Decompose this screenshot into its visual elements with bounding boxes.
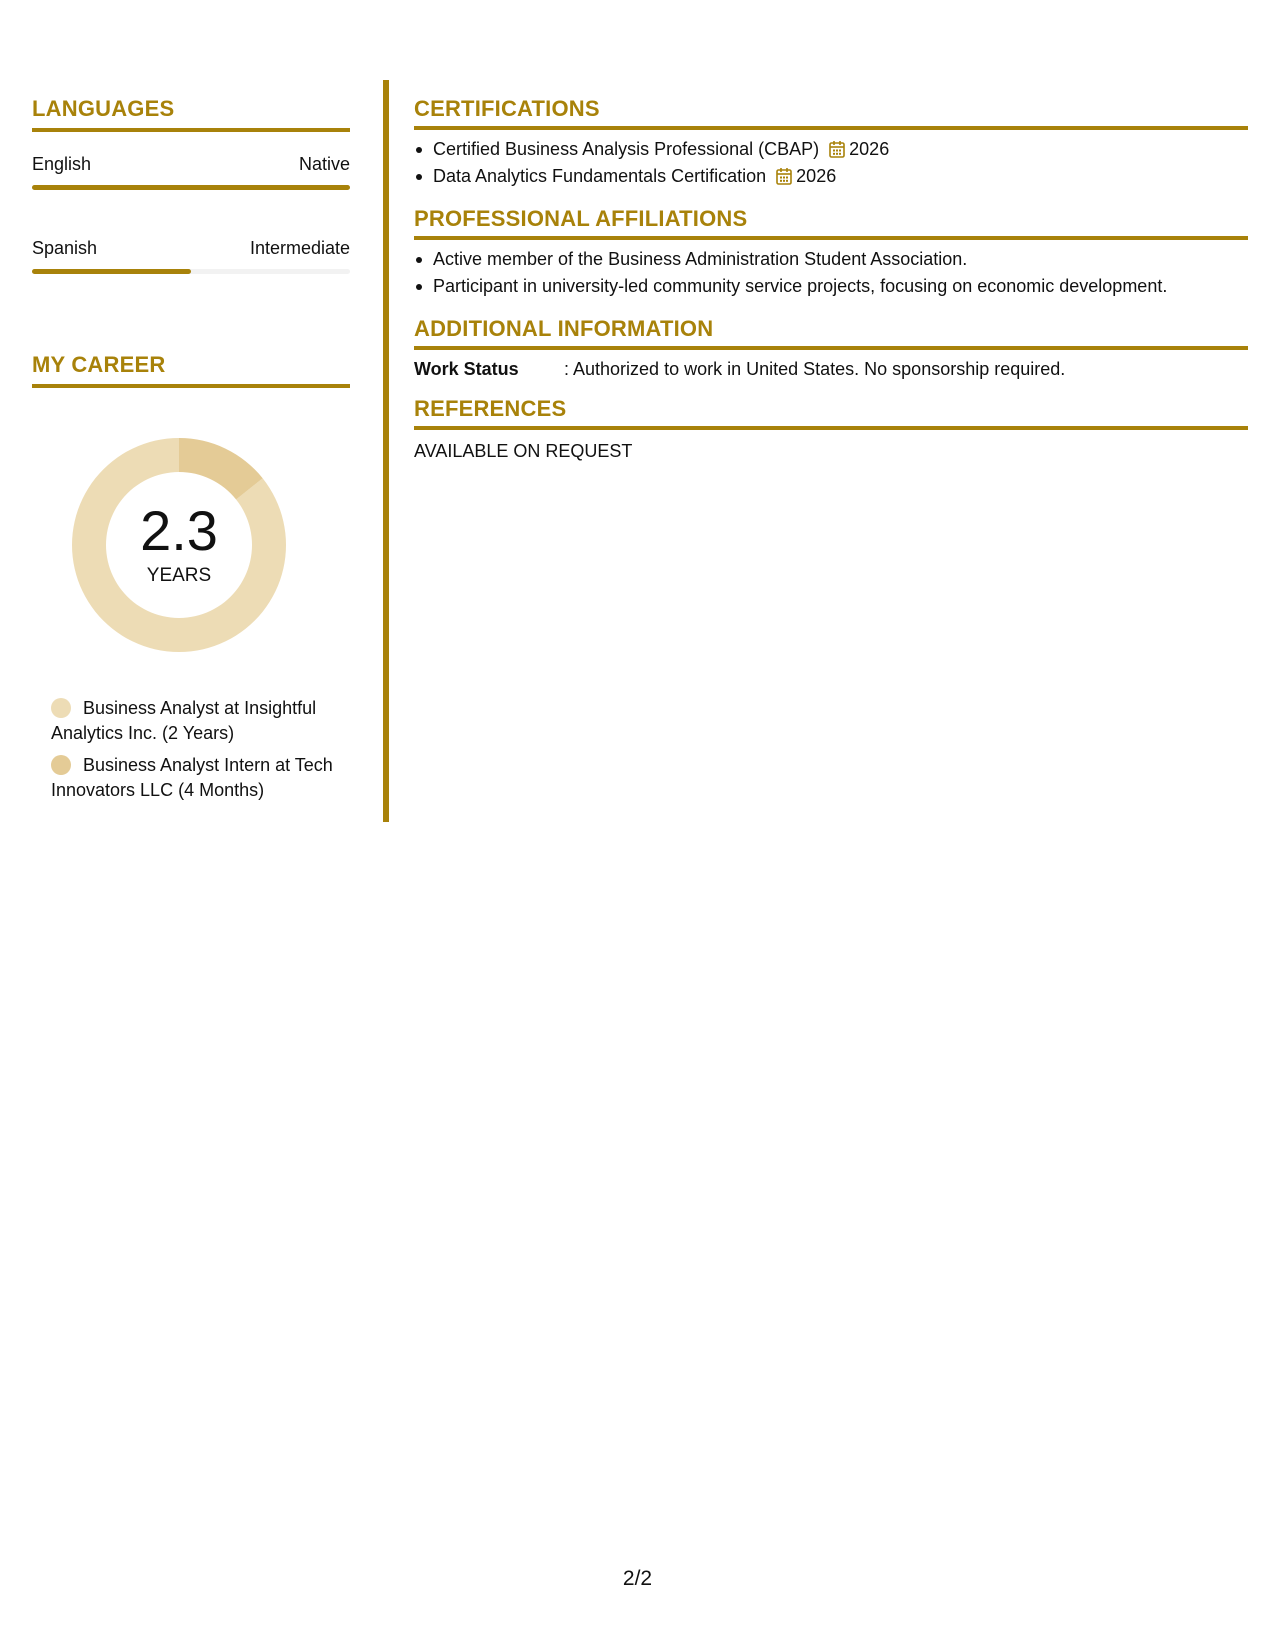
affiliation-item: Participant in university-led community service projects, focusing on economic development.: [414, 273, 1248, 300]
references-text: AVAILABLE ON REQUEST: [414, 441, 633, 461]
certification-name: Data Analytics Fundamentals Certification: [433, 166, 767, 186]
work-status-label: Work Status: [414, 359, 519, 379]
affiliation-item: Active member of the Business Administration Student Association.: [414, 246, 1248, 273]
career-donut-chart: [66, 432, 292, 658]
affiliations-list: [414, 246, 1248, 300]
languages-title: LANGUAGES: [32, 96, 350, 132]
language-name: Spanish: [32, 238, 98, 258]
affiliations-title: PROFESSIONAL AFFILIATIONS: [414, 206, 1248, 240]
language-item-english: [32, 154, 350, 190]
language-level: Native: [298, 154, 350, 174]
legend-label: Business Analyst at Insightful Analytics Inc. (2 Years): [51, 698, 317, 743]
career-donut-center: [66, 432, 292, 658]
certifications-section: [414, 96, 1248, 190]
language-proficiency-bar: [32, 185, 350, 190]
affiliations-section: [414, 206, 1248, 300]
certification-year: 2026: [796, 166, 837, 186]
work-status-row: [414, 359, 1248, 380]
references-section: [414, 396, 1248, 462]
career-total-value: 2.3: [140, 499, 218, 562]
left-column: [32, 96, 350, 810]
references-title: REFERENCES: [414, 396, 1248, 430]
work-status-value: : Authorized to work in United States. No sponsorship required.: [564, 359, 1066, 379]
career-legend: [51, 696, 350, 803]
column-divider: [383, 80, 389, 822]
career-legend-item: [51, 753, 350, 803]
language-item-spanish: [32, 238, 350, 274]
certification-item: [414, 163, 1248, 190]
certification-item: [414, 136, 1248, 163]
legend-label: Business Analyst Intern at Tech Innovators LLC (4 Months): [51, 755, 333, 800]
language-proficiency-fill: [32, 269, 191, 274]
certifications-list: [414, 136, 1248, 190]
additional-info-title: ADDITIONAL INFORMATION: [414, 316, 1248, 350]
page-number: 2/2: [622, 1567, 653, 1590]
calendar-icon: [829, 140, 845, 158]
calendar-icon: [776, 167, 792, 185]
certifications-title: CERTIFICATIONS: [414, 96, 1248, 130]
certification-year: 2026: [849, 139, 890, 159]
language-proficiency-bar: [32, 269, 350, 274]
career-legend-item: [51, 696, 350, 746]
legend-dot: [51, 755, 71, 775]
language-name: English: [32, 154, 92, 174]
language-proficiency-fill: [32, 185, 350, 190]
right-column: [414, 96, 1248, 478]
additional-info-section: [414, 316, 1248, 380]
legend-dot: [51, 698, 71, 718]
career-total-unit: YEARS: [146, 565, 212, 586]
language-level: Intermediate: [249, 238, 350, 258]
career-title: MY CAREER: [32, 352, 350, 388]
certification-name: Certified Business Analysis Professional (CBAP): [433, 139, 820, 159]
